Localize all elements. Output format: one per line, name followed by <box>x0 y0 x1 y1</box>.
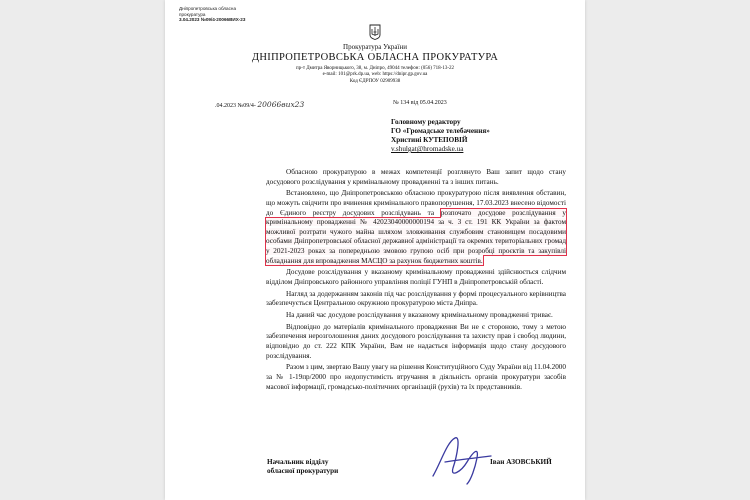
org-main-title: ДНІПРОПЕТРОВСЬКА ОБЛАСНА ПРОКУРАТУРА <box>251 52 499 63</box>
paragraph-3: Досудове розслідування у вказаному кримінальному провадженні здійснюється слідчим відділом Дніпровського районного управління поліції ГУНП в Дніпропетровській області. <box>266 268 566 286</box>
paragraph-2-intro: Встановлено, що Дніпропетровською обласною прокуратурою після виявлення обставин, що можуть свідчити про вчинення кримінального правопорушення, 17.03.2023 внесено відомості до Єдиного реєстру досудових розслідувань та <box>266 189 566 217</box>
addressee-line-1: Головному редактору <box>391 118 461 126</box>
highlighted-passage: розпочато досудове розслідування у кримінальному провадженні № 42023040000000194 за ч. 3 ст. 191 КК України за фактом можливої розтрати чужого майна шляхом зловживання службовим становищем посадовими особами Дніпропетровської обласної державної адміністрації та окремих територіальних громад у 2021-2023 роках за попередньою змовою групою осіб при розробці проєктів та закупівлі обладнання для впровадження МАСЦО за рахунок бюджетних коштів. <box>266 208 566 265</box>
coat-of-arms-icon <box>369 24 381 40</box>
paragraph-7: Разом з цим, звертаю Вашу увагу на рішення Конституційного Суду України від 11.04.2000 за № 1-19пр/2000 про недопустимість втручання в діяльність органів прокуратури засобів масової інформації, громадсько-політичних організацій (рухів) та їх представників. <box>266 363 566 391</box>
org-edrpou: Код ЄДРПОУ 02909938 <box>349 78 401 84</box>
incoming-stamp <box>179 6 245 23</box>
addressee-email[interactable]: v.shulgat@hromadske.ua <box>391 145 464 153</box>
signatory-title-line-1: Начальник відділу <box>267 458 329 466</box>
letter-page <box>165 0 585 500</box>
org-top: Прокуратура України <box>343 43 407 51</box>
stamp-line-1: Дніпропетровська обласна <box>179 6 236 11</box>
org-address: пр-т Дмитра Яворницького, 38, м. Дніпро, 49044 телефон: (056) 718-13-22 <box>295 66 455 71</box>
paragraph-5: На даний час досудове розслідування у вказаному кримінальному провадженні триває. <box>286 311 553 320</box>
signatory-title-line-2: обласної прокуратури <box>267 467 339 475</box>
stamp-line-2: прокуратура <box>179 11 206 17</box>
addressee-block <box>391 118 490 154</box>
signatory-title <box>267 458 338 476</box>
stamp-number: 3.04.2023 №09/4-20066ВИХ-23 <box>179 17 246 23</box>
addressee-line-2: ГО «Громадське телебачення» <box>391 127 490 135</box>
registration-ref: № 134 від 05.04.2023 <box>393 100 447 106</box>
registration-line <box>215 100 545 109</box>
org-contacts: e-mail: 101@prk.dp.ua, web: https://dnipr.gp.gov.ua <box>322 72 428 78</box>
addressee-line-3: Христині КУТЕПОВІЙ <box>391 136 468 144</box>
paragraph-6: Відповідно до матеріалів кримінального провадження Ви не є стороною, тому з метою забезпечення нерозголошення даних досудового розслідування та захисту прав і свобод людини, відповідно до ст. 222 КПК України, Вам не надається інформація щодо стану досудового розслідування. <box>266 322 566 360</box>
registration-date: .04.2023 №09/4- <box>215 103 256 109</box>
handwritten-signature <box>427 432 497 486</box>
handwritten-number: 20066вих23 <box>257 100 305 109</box>
paragraph-1: Обласною прокуратурою в межах компетенції розглянуто Ваш запит щодо стану досудового розслідування у кримінальному провадженні та з інших питань. <box>266 168 566 186</box>
letter-body <box>266 168 566 394</box>
paragraph-4: Нагляд за додержанням законів під час розслідування у формі процесуального керівництва забезпечується Центральною окружною прокуратурою міста Дніпра. <box>266 289 566 308</box>
paragraph-2 <box>266 189 566 266</box>
org-requisites <box>165 66 585 85</box>
signatory-name: Іван АЗОВСЬКИЙ <box>490 458 552 466</box>
